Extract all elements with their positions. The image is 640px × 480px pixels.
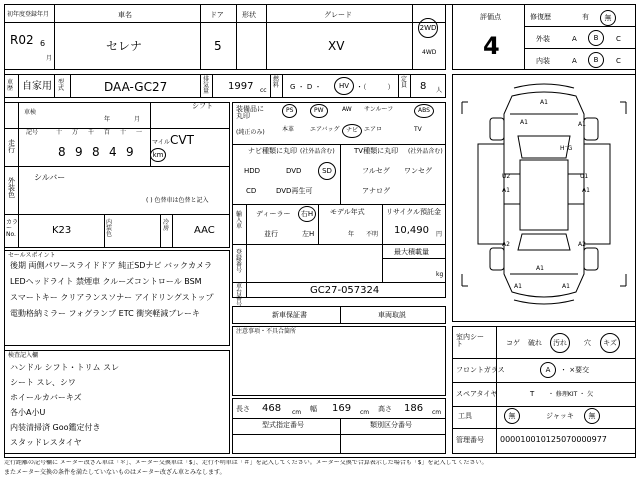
mileage-digit: 9 <box>126 145 134 159</box>
int-a: A <box>572 57 577 65</box>
car-name: セレナ <box>106 39 143 53</box>
sheet-burn: コゲ <box>506 339 520 347</box>
new-warranty: 新車保証書 <box>272 311 307 319</box>
equipment-item: エアバッグ <box>310 126 340 133</box>
score-label: 評価点 <box>480 13 501 21</box>
disp-value: 1997 <box>228 81 254 92</box>
mile-label: マイル <box>152 139 170 146</box>
mark-13: A1 <box>562 283 570 290</box>
recycle-label: リサイクル預託金 <box>386 208 442 216</box>
height-unit: cm <box>432 409 442 416</box>
equipment-row-1 <box>268 104 444 122</box>
grade-value: XV <box>328 39 345 53</box>
mileage-unit-label: 十 <box>120 129 127 136</box>
fuel-other: ・（ ） <box>356 83 395 91</box>
import-parallel: 並行 <box>264 230 278 238</box>
doors-label: ドア <box>210 11 224 19</box>
sales-line: 後期 両側パワースライドドア 純正SDナビ バックカメラ <box>10 261 212 270</box>
doors-value: 5 <box>214 39 222 53</box>
reg-month: 6 <box>40 39 46 48</box>
ext-b-circle: B <box>588 30 604 46</box>
recycle-unit: 円 <box>436 231 443 238</box>
checker-line: ホイールカバーキズ <box>10 393 82 402</box>
shape-label: 形状 <box>242 11 256 19</box>
navi-sd-circle: SD <box>318 162 336 180</box>
sheet-tear: 破れ <box>528 339 542 347</box>
model-year-year: 年 <box>348 231 355 238</box>
control-label: 管理番号 <box>456 436 484 444</box>
mileage-unit-label: 百 <box>104 129 111 136</box>
mark-7: A1 <box>582 187 590 194</box>
tv-analog: アナログ <box>362 187 390 195</box>
mileage-unit-label: 一 <box>136 129 143 136</box>
sales-line: 電動格納ミラー フォグランプ ETC 衝突軽減ブレーキ <box>10 309 200 318</box>
jack-no-circle: 無 <box>584 408 600 424</box>
sales-lines <box>10 262 230 342</box>
notes-label: 注意事項・不具合箇所 <box>236 328 297 335</box>
navi-sub: (社外品含む) <box>300 148 335 155</box>
reg-label: 初年度登録年月 <box>7 11 50 18</box>
cap-unit: 人 <box>436 87 443 94</box>
equipment-item: ナビ <box>342 124 362 138</box>
footer-line-1: 走行距離の記号欄に メーター改ざん車は「＊」、メーター交換車は「$」、走行不明車は「＃」を記入してください。メーター交換で合算表示した場合も「$」を記入してください。 <box>4 460 488 466</box>
mark-1: A1 <box>540 99 548 106</box>
checker-line: 内装清掃済 Goo鑑定付き <box>10 423 101 432</box>
navi-hdd: HDD <box>244 167 261 175</box>
aircon-label: 冷房 <box>163 219 170 232</box>
shift-value: CVT <box>170 133 194 147</box>
score-value: 4 <box>483 32 500 60</box>
mark-4: H⁻G <box>560 145 573 152</box>
aircon-value: AAC <box>194 225 215 236</box>
length-unit: cm <box>292 409 302 416</box>
chassis-label: 車台番号 <box>236 283 243 308</box>
mileage-digit: 9 <box>75 145 83 159</box>
equipment-item: PS <box>282 104 297 118</box>
mileage-digit: 8 <box>58 145 66 159</box>
tv-sub: (社外品含む) <box>408 148 443 155</box>
mark-5: U2 <box>502 173 511 180</box>
shift-label: シフト <box>192 102 213 110</box>
mark-11: A2 <box>578 241 586 248</box>
mileage-label: 走行 <box>8 139 15 154</box>
checker-label: 検査記入欄 <box>8 352 39 359</box>
km-circle: km <box>150 148 166 162</box>
front-glass-a-circle: A <box>540 362 556 378</box>
control-value: 000010010125070000977 <box>500 435 607 444</box>
fuel-options: G ・ D ・ <box>290 83 322 91</box>
type-label: 型式指定番号 <box>262 421 304 429</box>
sales-line: LEDヘッドライト 禁煙車 クルーズコントロール BSM <box>10 277 202 286</box>
mark-10: A1 <box>536 265 544 272</box>
checker-line: 各小A小U <box>10 408 46 417</box>
fuel-label: 燃料 <box>273 76 280 89</box>
width-value: 169 <box>332 403 352 414</box>
registration-label: 登録番号 <box>236 249 243 274</box>
equip-sublabel: (純正のみ) <box>236 129 265 136</box>
load-label: 最大積載量 <box>394 248 429 256</box>
grade-label: グレード <box>324 11 352 19</box>
equipment-item: サンルーフ <box>364 106 394 113</box>
import-dealer: ディーラー <box>256 210 291 218</box>
ext-label: 外装 <box>536 35 550 43</box>
int-color-label: 内装色 <box>106 219 113 238</box>
mileage-unit-label: 千 <box>88 129 95 136</box>
mileage-unit-label: 十 <box>56 129 63 136</box>
mileage-sign-label: 記号 <box>26 129 39 136</box>
checker-line: シート スレ、シワ <box>10 378 76 387</box>
chassis-value: GC27-057324 <box>310 285 380 296</box>
mark-9: A2 <box>502 241 510 248</box>
name-label: 車名 <box>118 11 132 19</box>
height-value: 186 <box>404 403 424 414</box>
drive-4wd: 4WD <box>422 49 437 56</box>
equipment-item: AW <box>342 106 352 113</box>
ext-a: A <box>572 35 577 43</box>
reg-year: R02 <box>10 33 34 47</box>
sheet-dirt-circle: 汚れ <box>550 333 570 353</box>
spare-t: T <box>530 390 535 398</box>
mark-8: U1 <box>580 173 589 180</box>
drive-2wd-circle: 2WD <box>418 18 438 38</box>
front-glass-x: ・ ×要交 <box>560 366 590 374</box>
sales-line: スマートキー クリアランスソナー アイドリングストップ <box>10 293 214 302</box>
int-label: 内装 <box>536 57 550 65</box>
equipment-item: エアロ <box>364 126 383 133</box>
model-label: 型式 <box>58 79 65 92</box>
mileage-digit: 4 <box>109 145 117 159</box>
import-right-circle: 右H <box>298 206 316 222</box>
repair-no-circle: 無 <box>600 10 616 26</box>
inspection-label: 車検 <box>24 109 37 116</box>
jack-label: ジャッキ <box>546 412 574 420</box>
navi-dvd-play: DVD再生可 <box>276 187 313 195</box>
spare-label: スペアタイヤ <box>456 390 498 398</box>
recycle-value: 10,490 <box>394 225 429 236</box>
cap-label: 定員 <box>401 76 408 89</box>
width-label: 幅 <box>310 405 317 413</box>
navi-label: ナビ種類に丸印 <box>248 147 297 155</box>
tv-label: TV種類に丸印 <box>354 147 399 155</box>
header-row <box>4 4 446 70</box>
tv-fullseg: フルセグ <box>362 167 390 175</box>
model-year-label: モデル年式 <box>330 208 365 216</box>
fuel-hv-circle: HV <box>334 77 354 95</box>
sales-label: セールスポイント <box>8 252 56 259</box>
model-value: DAA-GC27 <box>104 80 168 94</box>
month-suffix: 月 <box>46 55 53 62</box>
navi-cd: CD <box>246 187 257 195</box>
mileage-digit: 8 <box>92 145 100 159</box>
int-c: C <box>616 57 621 65</box>
repair-label: 修復歴 <box>530 13 551 21</box>
checker-line: ハンドル シフト・トリム スレ <box>10 363 120 372</box>
mark-3: A1 <box>578 121 586 128</box>
color-no-label: カラーNo. <box>6 219 19 238</box>
width-unit: cm <box>360 409 370 416</box>
front-glass-label: フロントガラス <box>456 366 505 374</box>
checker-lines <box>10 364 230 454</box>
use-label: 車歴 <box>7 79 14 92</box>
spare-rest: ・ 修理KIT ・ 欠 <box>548 391 594 398</box>
equipment-row-2 <box>268 124 444 142</box>
mileage-digits-row <box>58 146 158 160</box>
tools-label: 工具 <box>458 412 472 420</box>
equipment-item: 本革 <box>282 126 295 133</box>
mark-12: A1 <box>514 283 522 290</box>
repair-yes: 有 <box>582 13 589 21</box>
equipment-item: ABS <box>414 104 434 118</box>
exterior-note: ( ) 色替車は色替と記入 <box>146 197 209 204</box>
mark-6: A1 <box>502 187 510 194</box>
import-left: 左H <box>302 230 315 238</box>
footer-line-2: またメーター交換の条件を満たしていないものはメーター改ざん車とみなします。 <box>4 469 226 476</box>
ext-c: C <box>616 35 621 43</box>
mileage-units-row <box>56 130 146 138</box>
model-year-unknown: 不明 <box>366 231 379 238</box>
exterior-label: 外装色 <box>8 177 15 199</box>
notes-block <box>232 326 446 396</box>
tv-oneseg: ワンセグ <box>404 167 432 175</box>
equipment-item: TV <box>414 126 422 133</box>
exterior-color: シルバー <box>34 173 66 182</box>
equip-label: 装備品に丸印 <box>236 105 264 120</box>
height-label: 高さ <box>378 405 392 413</box>
color-no-value: K23 <box>52 225 72 236</box>
length-value: 468 <box>262 403 282 414</box>
cc-label: cc <box>260 87 267 94</box>
navi-dvd: DVD <box>286 167 302 175</box>
use-value: 自家用 <box>22 81 52 92</box>
inspection-year: 年 <box>104 116 111 123</box>
mark-2: A1 <box>520 119 528 126</box>
sheet-scratch-circle: キズ <box>600 333 620 353</box>
disp-label: 排気量 <box>203 76 210 95</box>
length-label: 長さ <box>236 405 250 413</box>
warranty-row <box>232 306 446 324</box>
load-unit: kg <box>436 271 444 278</box>
interior-sheet-label: 室内シート <box>456 333 484 348</box>
int-b-circle: B <box>588 52 604 68</box>
mileage-unit-label: 万 <box>72 129 79 136</box>
equipment-item: PW <box>310 104 328 118</box>
tools-no-circle: 無 <box>504 408 520 424</box>
sheet-hole: 穴 <box>584 339 591 347</box>
checker-line: スタッドレスタイヤ <box>10 438 82 447</box>
manual-label: 車両取説 <box>378 311 406 319</box>
inspection-month: 月 <box>134 116 141 123</box>
class-label: 類別区分番号 <box>370 421 412 429</box>
cap-value: 8 <box>420 81 427 92</box>
import-label: 輸入車 <box>236 211 243 230</box>
car-diagram <box>452 74 636 322</box>
